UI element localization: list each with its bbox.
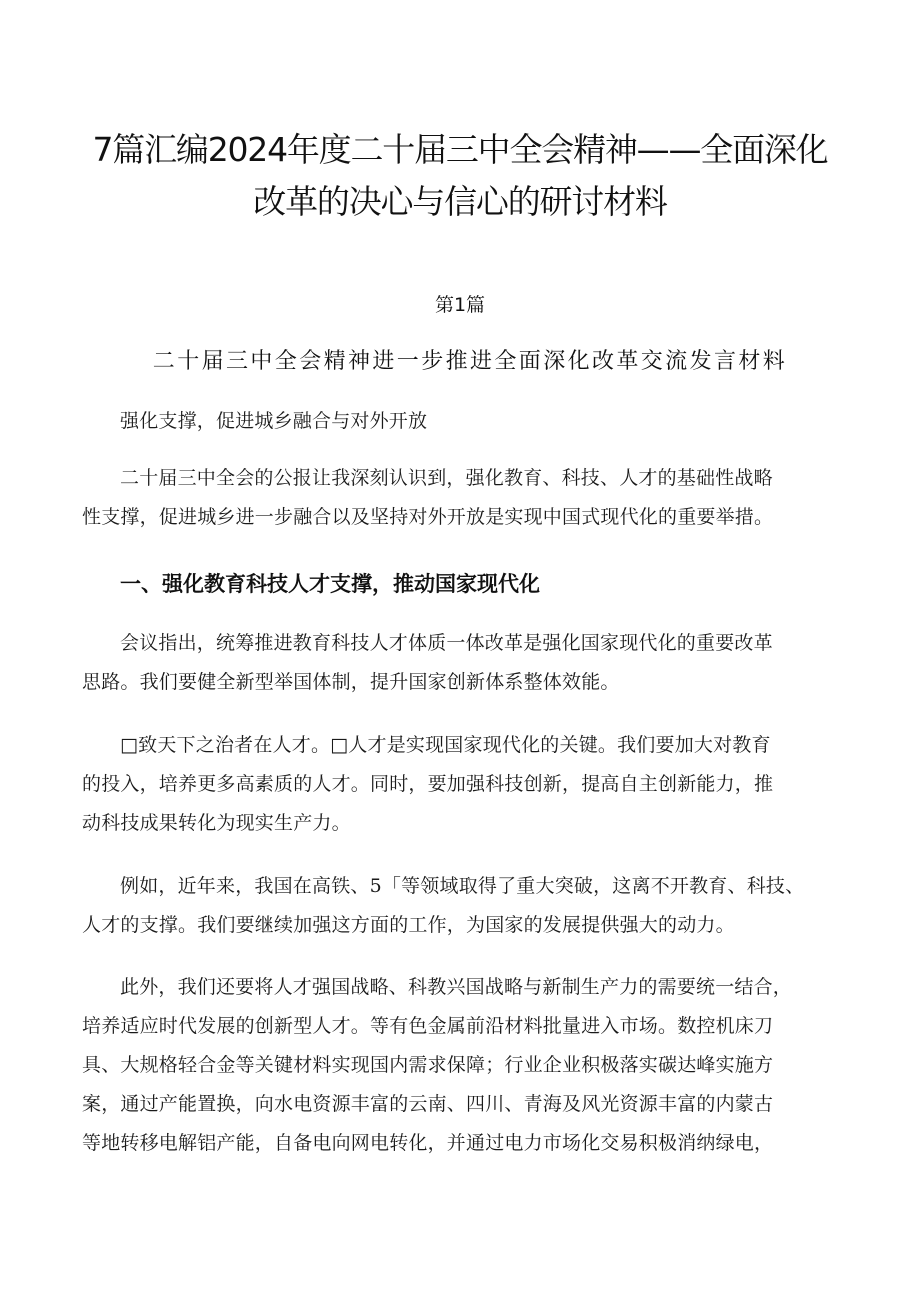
paragraph-1-line-2: 思路。我们要健全新型举国体制，提升国家创新体系整体效能。 — [82, 671, 620, 693]
document-title-line-1: 7篇汇编2024年度二十届三中全会精神——全面深化 — [92, 130, 828, 169]
paragraph-1-line-1: 会议指出，统筹推进教育科技人才体质一体改革是强化国家现代化的重要改革 — [120, 632, 773, 654]
section-number: 第1篇 — [434, 294, 486, 316]
intro-line-2: 性支撑，促进城乡进一步融合以及坚持对外开放是实现中国式现代化的重要举措。 — [82, 506, 774, 528]
document-title — [90, 124, 830, 228]
paragraph-2 — [82, 726, 860, 843]
section-heading-1: 一、强化教育科技人才支撑，推动国家现代化 — [120, 572, 540, 596]
lead-paragraph — [120, 402, 860, 441]
paragraph-3 — [82, 867, 860, 945]
lead-line: 强化支撑，促进城乡融合与对外开放 — [120, 410, 428, 432]
intro-paragraph — [82, 459, 860, 537]
paragraph-3-line-1: 例如，近年来，我国在高铁、5「等领域取得了重大突破，这离不开教育、科技、 — [120, 875, 805, 897]
paragraph-2-line-1: □致天下之治者在人才。□人才是实现国家现代化的关键。我们要加大对教育 — [120, 734, 771, 756]
paragraph-2-line-3: 动科技成果转化为现实生产力。 — [82, 812, 351, 834]
paragraph-4-line-1: 此外，我们还要将人才强国战略、科教兴国战略与新制生产力的需要统一结合， — [120, 976, 793, 998]
paragraph-4 — [82, 968, 860, 1163]
paragraph-3-line-2: 人才的支撑。我们要继续加强这方面的工作，为国家的发展提供强大的动力。 — [82, 914, 735, 936]
article-subtitle: 二十届三中全会精神进一步推进全面深化改革交流发言材料 — [152, 349, 788, 374]
intro-line-1: 二十届三中全会的公报让我深刻认识到，强化教育、科技、人才的基础性战略 — [120, 467, 773, 489]
paragraph-2-line-2: 的投入，培养更多高素质的人才。同时，要加强科技创新，提高自主创新能力，推 — [82, 773, 774, 795]
paragraph-4-line-3: 具、大规格轻合金等关键材料实现国内需求保障；行业企业积极落实碳达峰实施方 — [82, 1054, 774, 1076]
paragraph-1 — [82, 624, 860, 702]
paragraph-4-line-4: 案，通过产能置换，向水电资源丰富的云南、四川、青海及风光资源丰富的内蒙古 — [82, 1093, 774, 1115]
paragraph-4-line-2: 培养适应时代发展的创新型人才。等有色金属前沿材料批量进入市场。数控机床刀 — [82, 1015, 774, 1037]
document-title-line-2: 改革的决心与信心的研讨材料 — [253, 182, 667, 221]
paragraph-4-line-5: 等地转移电解铝产能，自备电向网电转化，并通过电力市场化交易积极消纳绿电， — [82, 1132, 774, 1154]
